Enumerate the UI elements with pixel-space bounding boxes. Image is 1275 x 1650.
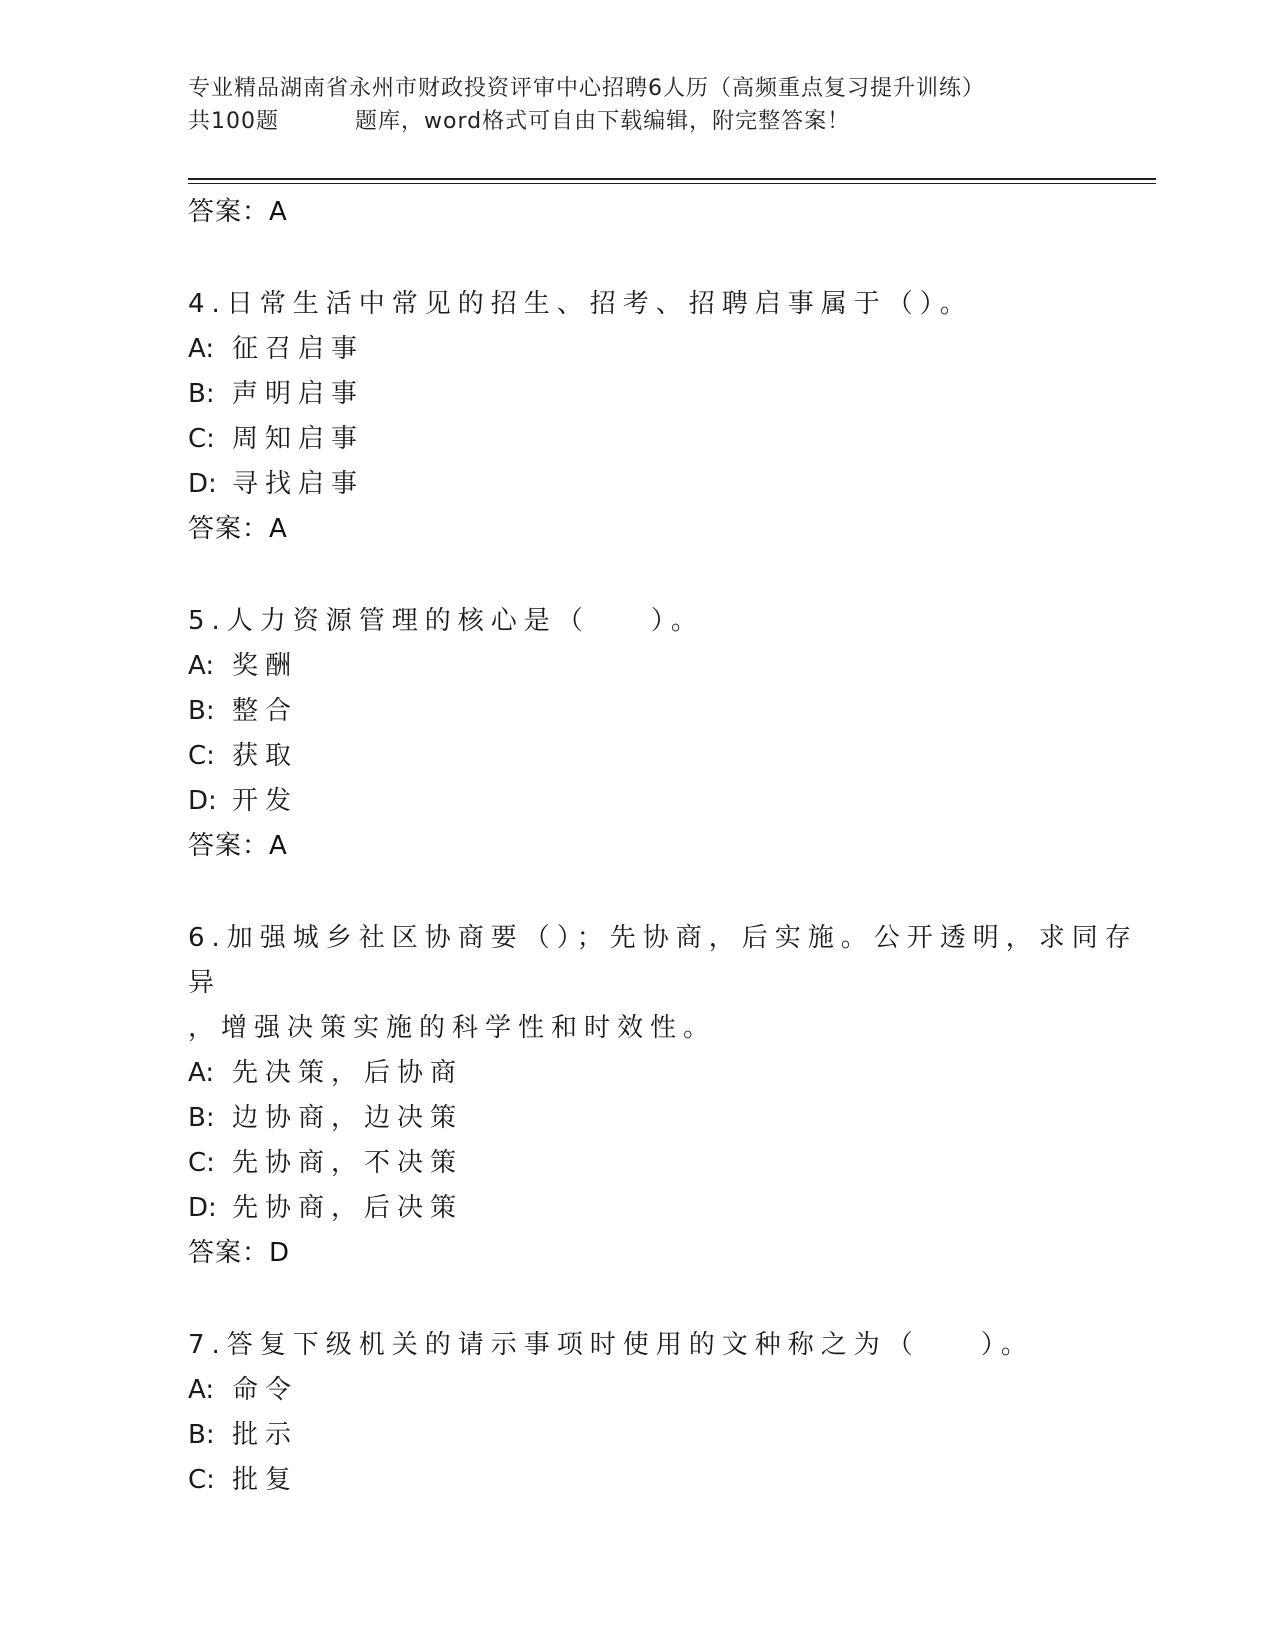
option-text: 整合 xyxy=(232,696,299,726)
option-key: B: xyxy=(188,1103,215,1133)
option-a xyxy=(188,1051,1148,1096)
option-key: D: xyxy=(188,469,217,499)
question-count: 共100题 xyxy=(188,109,279,134)
option-text: 寻找启事 xyxy=(232,469,365,499)
question-block xyxy=(188,599,1148,868)
option-key: D: xyxy=(188,1193,217,1223)
option-d xyxy=(188,462,1148,507)
header-divider-thin xyxy=(188,183,1156,184)
option-text: 边协商，边决策 xyxy=(232,1103,464,1133)
option-c xyxy=(188,1141,1148,1186)
option-b xyxy=(188,689,1148,734)
option-key: C: xyxy=(188,1465,215,1495)
document-header xyxy=(188,72,1148,138)
option-b xyxy=(188,1096,1148,1141)
option-text: 声明启事 xyxy=(232,379,365,409)
question-stem-continued: ，增强决策实施的科学性和时效性。 xyxy=(188,1013,717,1043)
question-block xyxy=(188,1323,1148,1503)
option-key: C: xyxy=(188,424,215,454)
answer-line: 答案：D xyxy=(188,1238,291,1268)
option-c xyxy=(188,417,1148,462)
answer-line: 答案：A xyxy=(188,831,288,861)
question-block xyxy=(188,282,1148,551)
option-text: 先决策，后协商 xyxy=(232,1058,464,1088)
header-description: 题库，word格式可自由下载编辑，附完整答案！ xyxy=(355,109,851,134)
option-text: 周知启事 xyxy=(232,424,365,454)
option-key: C: xyxy=(188,1148,215,1178)
question-stem: 4.日常生活中常见的招生、招考、招聘启事属于（）。 xyxy=(188,289,973,319)
question-stem: 7.答复下级机关的请示事项时使用的文种称之为（ ）。 xyxy=(188,1330,1034,1360)
option-text: 先协商，后决策 xyxy=(232,1193,464,1223)
header-title: 专业精品湖南省永州市财政投资评审中心招聘6人历（高频重点复习提升训练） xyxy=(188,76,985,101)
option-text: 开发 xyxy=(232,786,299,816)
header-subtitle xyxy=(188,105,1148,138)
option-text: 命令 xyxy=(232,1375,299,1405)
option-text: 批示 xyxy=(232,1420,299,1450)
option-d xyxy=(188,779,1148,824)
question-stem: 6.加强城乡社区协商要（）；先协商，后实施。公开透明，求同存异 xyxy=(188,923,1138,998)
option-a xyxy=(188,644,1148,689)
option-key: A: xyxy=(188,651,215,681)
option-a xyxy=(188,1368,1148,1413)
option-key: B: xyxy=(188,696,215,726)
option-key: D: xyxy=(188,786,217,816)
answer-line: 答案：A xyxy=(188,514,288,544)
option-c xyxy=(188,1458,1148,1503)
option-key: B: xyxy=(188,379,215,409)
option-b xyxy=(188,372,1148,417)
question-list xyxy=(188,190,1148,1503)
option-key: A: xyxy=(188,334,215,364)
option-key: A: xyxy=(188,1375,215,1405)
option-text: 先协商，不决策 xyxy=(232,1148,464,1178)
question-block xyxy=(188,916,1148,1275)
option-b xyxy=(188,1413,1148,1458)
option-key: B: xyxy=(188,1420,215,1450)
option-text: 奖酬 xyxy=(232,651,299,681)
question-stem: 5.人力资源管理的核心是（ ）。 xyxy=(188,606,704,636)
option-a xyxy=(188,327,1148,372)
option-key: A: xyxy=(188,1058,215,1088)
option-c xyxy=(188,734,1148,779)
answer-line: 答案：A xyxy=(188,197,288,227)
header-divider xyxy=(188,178,1156,180)
option-d xyxy=(188,1186,1148,1231)
option-text: 获取 xyxy=(232,741,299,771)
option-key: C: xyxy=(188,741,215,771)
option-text: 征召启事 xyxy=(232,334,365,364)
option-text: 批复 xyxy=(232,1465,299,1495)
